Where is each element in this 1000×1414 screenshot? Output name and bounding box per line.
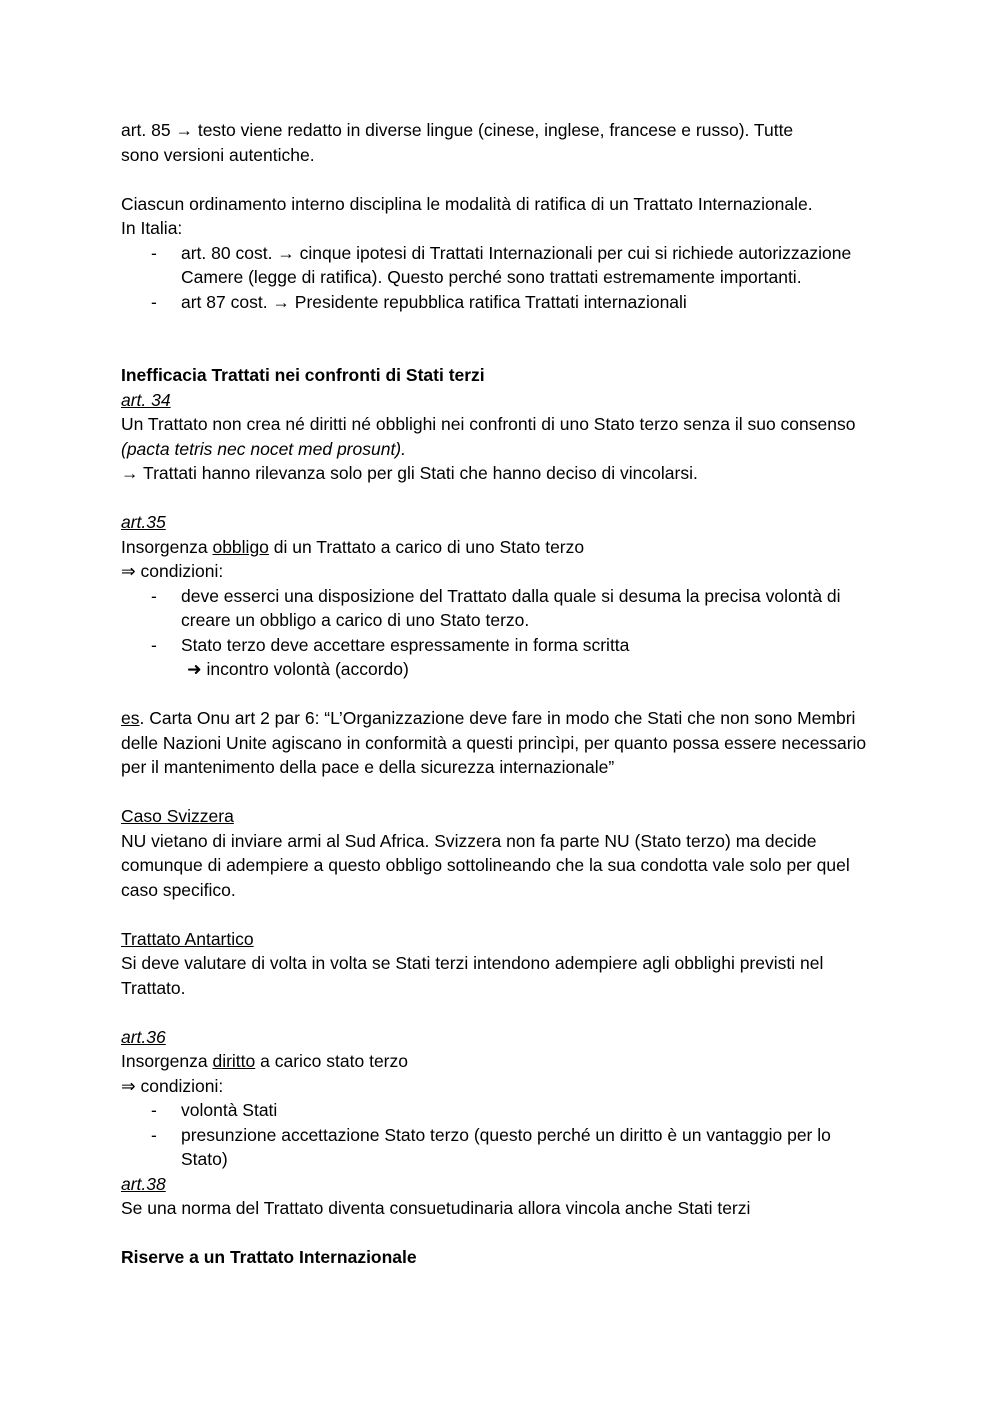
text-span: Insorgenza	[121, 536, 208, 557]
paragraph-esempio	[121, 706, 881, 780]
list-item: - deve esserci una disposizione del Trattato dalla quale si desuma la precisa volontà di creare un obbligo a carico di uno Stato terzo.	[181, 584, 881, 633]
underlined-term: obbligo	[212, 536, 269, 557]
list-item: - Stato terzo deve accettare espressamente in forma scritta	[181, 633, 881, 658]
list-costituzione	[121, 241, 881, 315]
latin-phrase: (pacta tetris nec nocet med prosunt).	[121, 438, 406, 459]
article-label-34: art. 34	[121, 389, 171, 410]
paragraph-art34-arrow: → Trattati hanno rilevanza solo per gli Stati che hanno deciso di vincolarsi.	[121, 463, 698, 483]
list-conditions-diritto	[121, 1098, 881, 1172]
list-item: - art. 80 cost. → cinque ipotesi di Trattati Internazionali per cui si richiede autorizzazione Camere (legge di ratifica). Questo perché sono trattati estremamente importanti.	[181, 241, 881, 290]
conditions-label: ⇒ condizioni:	[121, 1075, 224, 1096]
text-line: art. 85 → testo viene redatto in diverse lingue (cinese, inglese, francese e russo). Tutte	[121, 120, 794, 140]
article-label-35: art.35	[121, 512, 166, 532]
conditions-label: ⇒ condizioni:	[121, 561, 224, 581]
paragraph-art34	[121, 412, 881, 461]
text-span: . Carta Onu art 2 par 6: “L’Organizzazione deve fare in modo che Stati che non sono Membri delle Nazioni Unite agiscano in conformità a questi princìpi, per quanto possa essere necessario per il mantenimento della pace e della sicurezza internazionale”	[121, 708, 867, 777]
paragraph-art85	[121, 118, 881, 167]
paragraph-art38: Se una norma del Trattato diventa consuetudinaria allora vincola anche Stati terzi	[121, 1198, 751, 1218]
article-label-36: art.36	[121, 1026, 166, 1047]
text-line: sono versioni autentiche.	[121, 144, 315, 165]
text-span: a carico stato terzo	[260, 1051, 408, 1071]
subheading-antartico: Trattato Antartico	[121, 928, 254, 949]
subheading-svizzera: Caso Svizzera	[121, 806, 234, 826]
text-span: Insorgenza	[121, 1051, 208, 1071]
example-label: es	[121, 708, 140, 728]
paragraph-art35	[121, 535, 881, 560]
paragraph-ratifica	[121, 192, 881, 241]
text-span: Un Trattato non crea né diritti né obblighi nei confronti di uno Stato terzo senza il suo consenso	[121, 414, 856, 434]
article-label-38: art.38	[121, 1173, 166, 1194]
paragraph-antartico: Si deve valutare di volta in volta se Stati terzi intendono adempiere agli obblighi previsti nel Trattato.	[121, 953, 824, 998]
sub-note: ➜ incontro volontà (accordo)	[187, 659, 409, 679]
list-conditions-obbligo	[121, 584, 881, 658]
paragraph-art36	[121, 1049, 881, 1074]
paragraph-svizzera: NU vietano di inviare armi al Sud Africa. Svizzera non fa parte NU (Stato terzo) ma decide comunque di adempiere a questo obbligo sottolineando che la sua condotta vale solo per quel caso specifico.	[121, 830, 850, 900]
document-body	[121, 118, 881, 1270]
text-span: di un Trattato a carico di uno Stato terzo	[273, 536, 585, 557]
underlined-term: diritto	[212, 1051, 256, 1071]
text-line: Ciascun ordinamento interno disciplina le modalità di ratifica di un Trattato Internazionale.	[121, 193, 813, 214]
section-heading-riserve: Riserve a un Trattato Internazionale	[121, 1247, 417, 1267]
list-item: - volontà Stati	[181, 1098, 881, 1123]
section-heading-inefficacia: Inefficacia Trattati nei confronti di Stati terzi	[121, 365, 485, 385]
list-item: - presunzione accettazione Stato terzo (questo perché un diritto è un vantaggio per lo Stato)	[181, 1123, 881, 1172]
text-line: In Italia:	[121, 218, 183, 238]
list-item: - art 87 cost. → Presidente repubblica ratifica Trattati internazionali	[181, 290, 881, 315]
